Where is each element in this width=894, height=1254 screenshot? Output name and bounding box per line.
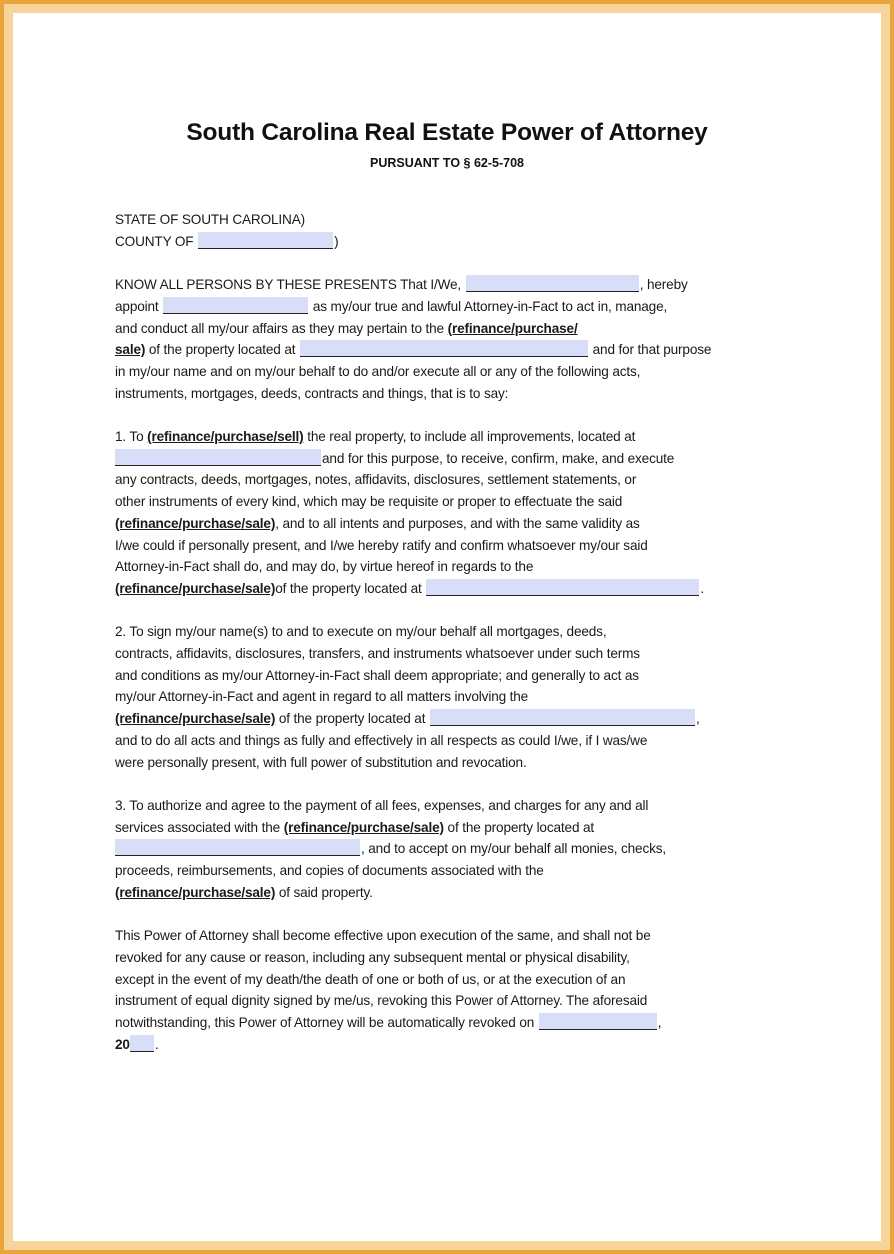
section2-text: ,: [695, 711, 700, 727]
section3-text: of said property.: [278, 884, 373, 900]
section3-line-1: 3. To authorize and agree to the payment of all fees, expenses, and charges for any and all: [115, 797, 649, 813]
section1-line-5: [115, 513, 795, 535]
transaction-type-text: (refinance/purchase/sale): [115, 515, 276, 531]
transaction-type-text: (refinance/purchase/sell): [147, 429, 304, 444]
section3-line-3: [115, 838, 795, 860]
section1-line-3: any contracts, deeds, mortgages, notes, affidavits, disclosures, settlement statements, or: [115, 472, 637, 488]
section1-line-7: Attorney-in-Fact shall do, and may do, by virtue hereof in regards to the: [115, 559, 534, 575]
document-body: [115, 209, 795, 1055]
closing-line-6: [115, 1034, 795, 1056]
intro-line-4: [115, 339, 795, 361]
transaction-type-text: (refinance/purchase/sale): [115, 711, 276, 727]
document-title: South Carolina Real Estate Power of Attorney: [186, 119, 708, 146]
document-subtitle: PURSUANT TO § 62-5-708: [370, 156, 524, 170]
intro-line-5: in my/our name and on my/our behalf to do and/or execute all or any of the following acts,: [115, 363, 641, 379]
section2-line-3: and conditions as my/our Attorney-in-Fact shall deem appropriate; and generally to act as: [115, 667, 639, 683]
county-close: ): [334, 233, 339, 249]
outer-frame: [4, 4, 890, 1250]
closing-line-2: revoked for any cause or reason, including any subsequent mental or physical disability,: [115, 949, 630, 965]
section3-text: , and to accept on my/our behalf all monies, checks,: [361, 841, 667, 857]
section1-property-field[interactable]: [426, 579, 699, 596]
section1-line-1: [115, 426, 795, 448]
section2-line-6: and to do all acts and things as fully and effectively in all respects as could I/we, if I was/we: [115, 732, 648, 748]
principal-name-field[interactable]: [466, 275, 639, 292]
section1-line-2: [115, 448, 795, 470]
intro-text: as my/our true and lawful Attorney-in-Fact to act in, manage,: [312, 298, 668, 314]
section2-text: of the property located at: [278, 711, 426, 727]
year-prefix: 20: [115, 1036, 130, 1052]
section3-line-2: [115, 817, 795, 839]
section3-text: of the property located at: [447, 819, 595, 835]
section2-line-4: my/our Attorney-in-Fact and agent in regard to all matters involving the: [115, 689, 529, 705]
section2-property-field[interactable]: [430, 709, 695, 726]
intro-line-3: [115, 318, 795, 340]
property-address-field[interactable]: [300, 340, 588, 357]
section2-line-5: [115, 708, 795, 730]
transaction-type-text: (refinance/purchase/: [447, 320, 578, 336]
section1-line-6: I/we could if personally present, and I/we hereby ratify and confirm whatsoever my/our said: [115, 537, 648, 553]
section2-line-7: were personally present, with full power of substitution and revocation.: [115, 754, 527, 770]
closing-line-4: instrument of equal dignity signed by me/us, revoking this Power of Attorney. The aforesaid: [115, 993, 648, 1009]
section1-text: .: [700, 580, 704, 596]
section1-line-8: [115, 578, 795, 600]
attorney-name-field[interactable]: [163, 297, 308, 314]
section3-text: services associated with the: [115, 819, 281, 835]
section1-text: of the property located at: [275, 580, 422, 596]
intro-text: appoint: [115, 298, 159, 314]
transaction-type-text: (refinance/purchase/sale): [115, 884, 276, 900]
section3-line-5: [115, 882, 795, 904]
section2-line-1: 2. To sign my/our name(s) to and to execute on my/our behalf all mortgages, deeds,: [115, 624, 607, 640]
intro-text: KNOW ALL PERSONS BY THESE PRESENTS That I/We,: [115, 277, 462, 293]
closing-text: .: [154, 1036, 159, 1052]
transaction-type-text: (refinance/purchase/sale): [115, 580, 276, 596]
county-line: [115, 231, 795, 253]
revocation-year-field[interactable]: [130, 1035, 154, 1052]
intro-text: , hereby: [639, 277, 688, 293]
section3-line-4: proceeds, reimbursements, and copies of documents associated with the: [115, 863, 544, 879]
intro-text: and for that purpose: [592, 342, 712, 358]
closing-text: ,: [657, 1014, 662, 1030]
closing-text: notwithstanding, this Power of Attorney will be automatically revoked on: [115, 1014, 535, 1030]
closing-line-5: [115, 1012, 795, 1034]
section1-text: , and to all intents and purposes, and with the same validity as: [275, 515, 640, 531]
section3-property-field[interactable]: [115, 839, 360, 856]
closing-line-3: except in the event of my death/the death of one or both of us, or at the execution of an: [115, 971, 626, 987]
section1-line-4: other instruments of every kind, which may be requisite or proper to effectuate the said: [115, 494, 623, 510]
revocation-date-field[interactable]: [539, 1013, 657, 1030]
section1-text: 1. To: [115, 429, 144, 444]
state-line: STATE OF SOUTH CAROLINA): [115, 212, 305, 227]
county-label: COUNTY OF: [115, 233, 194, 249]
section2-line-2: contracts, affidavits, disclosures, transfers, and instruments whatsoever under such terms: [115, 646, 640, 662]
intro-line-1: [115, 274, 795, 296]
section1-text: and for this purpose, to receive, confirm, make, and execute: [322, 450, 675, 466]
section1-address-field[interactable]: [115, 449, 321, 466]
intro-text: of the property located at: [148, 342, 296, 358]
section1-text: the real property, to include all improvements, located at: [307, 429, 636, 444]
intro-text: and conduct all my/our affairs as they may pertain to the: [115, 320, 444, 336]
county-field[interactable]: [198, 232, 333, 249]
intro-line-6: instruments, mortgages, deeds, contracts and things, that is to say:: [115, 385, 509, 401]
closing-line-1: This Power of Attorney shall become effective upon execution of the same, and shall not be: [115, 928, 651, 944]
transaction-type-text: sale): [115, 342, 146, 358]
intro-line-2: [115, 296, 795, 318]
transaction-type-text: (refinance/purchase/sale): [283, 819, 444, 835]
document-page: [13, 13, 881, 1241]
